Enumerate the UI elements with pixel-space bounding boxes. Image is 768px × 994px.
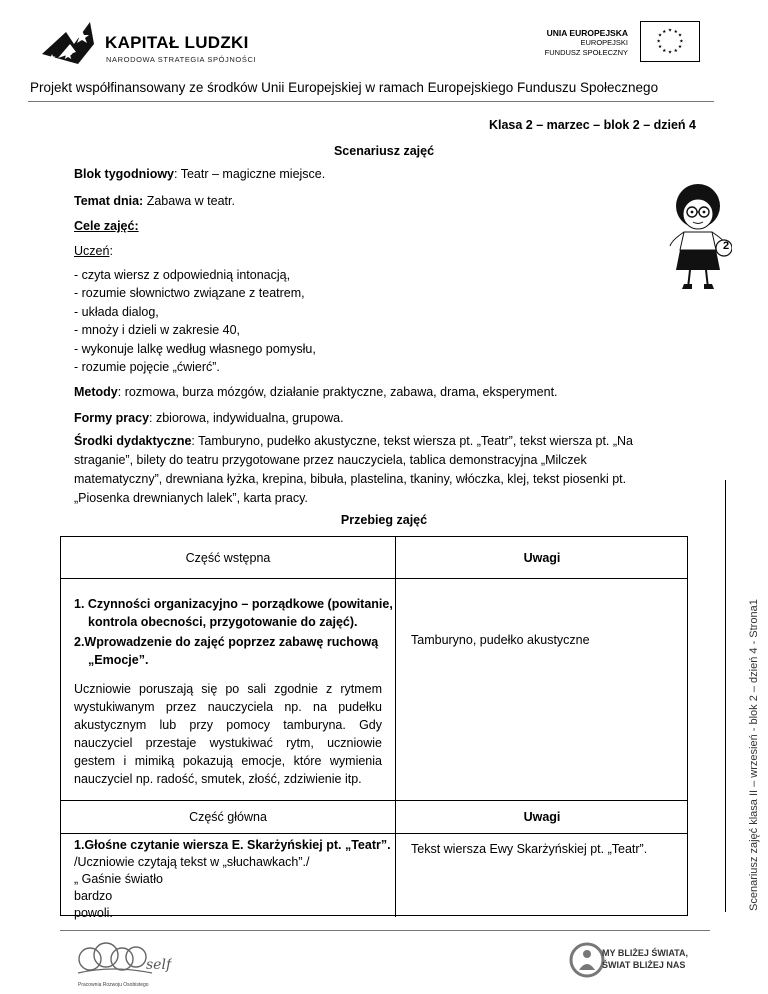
- goal-item: - wykonuje lalkę według własnego pomysłu,: [74, 341, 316, 356]
- program-subtitle: NARODOWA STRATEGIA SPÓJNOŚCI: [106, 55, 257, 64]
- header-divider: [28, 101, 714, 102]
- intro-item-1-line: 1. Czynności organizacyjno – porządkowe (powitanie,: [74, 597, 393, 611]
- scenario-title: Scenariusz zajęć: [333, 144, 435, 158]
- eu-line-2: EUROPEJSKI: [580, 38, 628, 47]
- mascot-girl-icon: [666, 180, 732, 292]
- goal-item: - układa dialog,: [74, 304, 159, 319]
- teaching-means-paragraph: [74, 432, 694, 508]
- eu-flag-icon: [640, 21, 700, 62]
- forms-value: : zbiorowa, indywidualna, grupowa.: [149, 411, 344, 425]
- footer-divider: [60, 930, 710, 931]
- table-column-divider: [395, 537, 396, 917]
- svg-text:★: ★: [662, 29, 667, 35]
- goal-item: - czyta wiersz z odpowiednią intonacją,: [74, 268, 291, 282]
- mascot-badge-number: 2: [722, 240, 730, 252]
- student-colon: :: [109, 244, 113, 258]
- intro-header: Część wstępna: [185, 551, 271, 565]
- table-row-divider: [61, 800, 687, 801]
- main-item-1: [74, 837, 391, 922]
- weekly-block-line: [74, 167, 325, 181]
- weekly-block-value: : Teatr – magiczne miejsce.: [174, 167, 326, 181]
- means-line: „Piosenka drewnianych lalek”, karta pracy.: [74, 491, 308, 505]
- intro-item-2-note: Tamburyno, pudełko akustyczne: [411, 633, 590, 647]
- lesson-plan-table: [60, 536, 688, 920]
- student-label: Uczeń: [74, 244, 110, 258]
- means-label: Środki dydaktyczne: [74, 434, 192, 448]
- svg-text:★: ★: [662, 48, 667, 54]
- slogan-line: MY BLIŻEJ ŚWIATA,: [602, 948, 689, 958]
- weekly-block-label: Blok tygodniowy: [74, 167, 174, 181]
- project-cofinancing-line: Projekt współfinansowany ze środków Unii Europejskiej w ramach Europejskiego Funduszu Społecznego: [30, 80, 659, 95]
- self-logo-icon: [72, 935, 172, 989]
- self-logo-text: self: [146, 957, 172, 973]
- forms-line: [74, 411, 344, 425]
- class-date-line: Klasa 2 – marzec – blok 2 – dzień 4: [488, 118, 696, 132]
- topic-line: [74, 194, 235, 208]
- svg-text:★: ★: [677, 33, 683, 39]
- globe-people-icon: [567, 940, 607, 980]
- intro-item-2: [74, 633, 378, 669]
- main-header: Część główna: [189, 810, 267, 824]
- intro-item-1-line: kontrola obecności, przygotowanie do zajęć).: [88, 615, 358, 629]
- svg-text:★: ★: [677, 45, 683, 51]
- notes-header: Uwagi: [523, 551, 561, 565]
- program-title: KAPITAŁ LUDZKI: [105, 33, 249, 52]
- eu-line-3: FUNDUSZ SPOŁECZNY: [544, 48, 628, 57]
- side-footer-text: Scenariusz zajęć klasa II – wrzesień - blok 2 – dzień 4 - Strona1: [748, 599, 760, 911]
- means-line: straganie”, bilety do teatru przygotowane przez nauczyciela, tablica demonstracyjna „Milczek: [74, 453, 587, 467]
- forms-label: Formy pracy: [74, 411, 150, 425]
- self-caption: Pracownia Rozwoju Osobistego: [78, 982, 149, 988]
- slogan-line: ŚWIAT BLIŻEJ NAS: [602, 960, 686, 970]
- table-row-divider: [61, 578, 687, 579]
- svg-text:★: ★: [679, 39, 684, 45]
- main-notes-header: Uwagi: [523, 810, 561, 824]
- intro-item-1: [74, 595, 393, 631]
- project-slogan: [602, 947, 688, 971]
- goals-heading: [74, 219, 139, 233]
- intro-item-2-description: Uczniowie poruszają się po sali zgodnie z rytmem wystukiwanym przez nauczyciela np. na pudełku akustycznym lub przy pomocy tamburyna. Gdy nauczyciel przestaje wystukiwać rytm, uczniowie gestem i mimiką pokazują emocje, które wymienia nauczyciel np. radość, smutek, złość, zdziwienie itp.: [74, 682, 382, 786]
- main-item-1-line: powoli.: [74, 906, 113, 920]
- goals-list: [74, 266, 316, 376]
- svg-text:★: ★: [656, 39, 661, 45]
- svg-text:★: ★: [673, 29, 678, 35]
- svg-text:★: ★: [667, 28, 673, 34]
- main-item-1-note: Tekst wiersza Ewy Skarżyńskiej pt. „Teatr”.: [411, 842, 648, 856]
- goal-item: - rozumie pojęcie „ćwierć”.: [74, 360, 220, 375]
- svg-text:★: ★: [673, 48, 678, 54]
- means-line: matematyczny”, drewniana łyżka, krepina, bibuła, plastelina, tkaniny, włóczka, klej, tekst piosenki pt.: [74, 472, 627, 486]
- main-item-1-line: „ Gaśnie światło: [74, 872, 163, 886]
- svg-text:★: ★: [657, 45, 663, 51]
- eu-fund-text: [545, 28, 628, 58]
- topic-label: Temat dnia:: [74, 194, 144, 208]
- course-title: Przebieg zajęć: [340, 513, 428, 527]
- kapital-ludzki-logo-icon: [38, 14, 108, 70]
- table-row-divider: [61, 833, 687, 834]
- main-item-1-title: 1.Głośne czytanie wiersza E. Skarżyńskiej pt. „Teatr”.: [74, 838, 391, 852]
- goal-item: - mnoży i dzieli w zakresie 40,: [74, 323, 241, 338]
- eu-line-1: UNIA EUROPEJSKA: [546, 28, 628, 38]
- student-line: [74, 244, 113, 258]
- goals-label: Cele zajęć:: [74, 219, 139, 233]
- methods-label: Metody: [74, 385, 118, 399]
- goal-item: - rozumie słownictwo związane z teatrem,: [74, 286, 305, 301]
- side-divider: [725, 480, 726, 912]
- intro-item-2-line: 2.Wprowadzenie do zajęć poprzez zabawę ruchową: [74, 635, 379, 649]
- svg-text:★: ★: [657, 33, 663, 39]
- main-item-1-line: /Uczniowie czytają tekst w „słuchawkach”./: [74, 855, 310, 869]
- means-line: : Tamburyno, pudełko akustyczne, tekst wiersza pt. „Teatr”, tekst wiersza pt. „Na: [191, 434, 634, 448]
- methods-value: : rozmowa, burza mózgów, działanie praktyczne, zabawa, drama, eksperyment.: [117, 385, 558, 399]
- svg-text:★: ★: [667, 50, 673, 56]
- topic-value: Zabawa w teatr.: [143, 194, 235, 208]
- intro-item-2-line: „Emocje”.: [88, 653, 149, 667]
- main-item-1-line: bardzo: [74, 889, 113, 903]
- methods-line: [74, 385, 558, 399]
